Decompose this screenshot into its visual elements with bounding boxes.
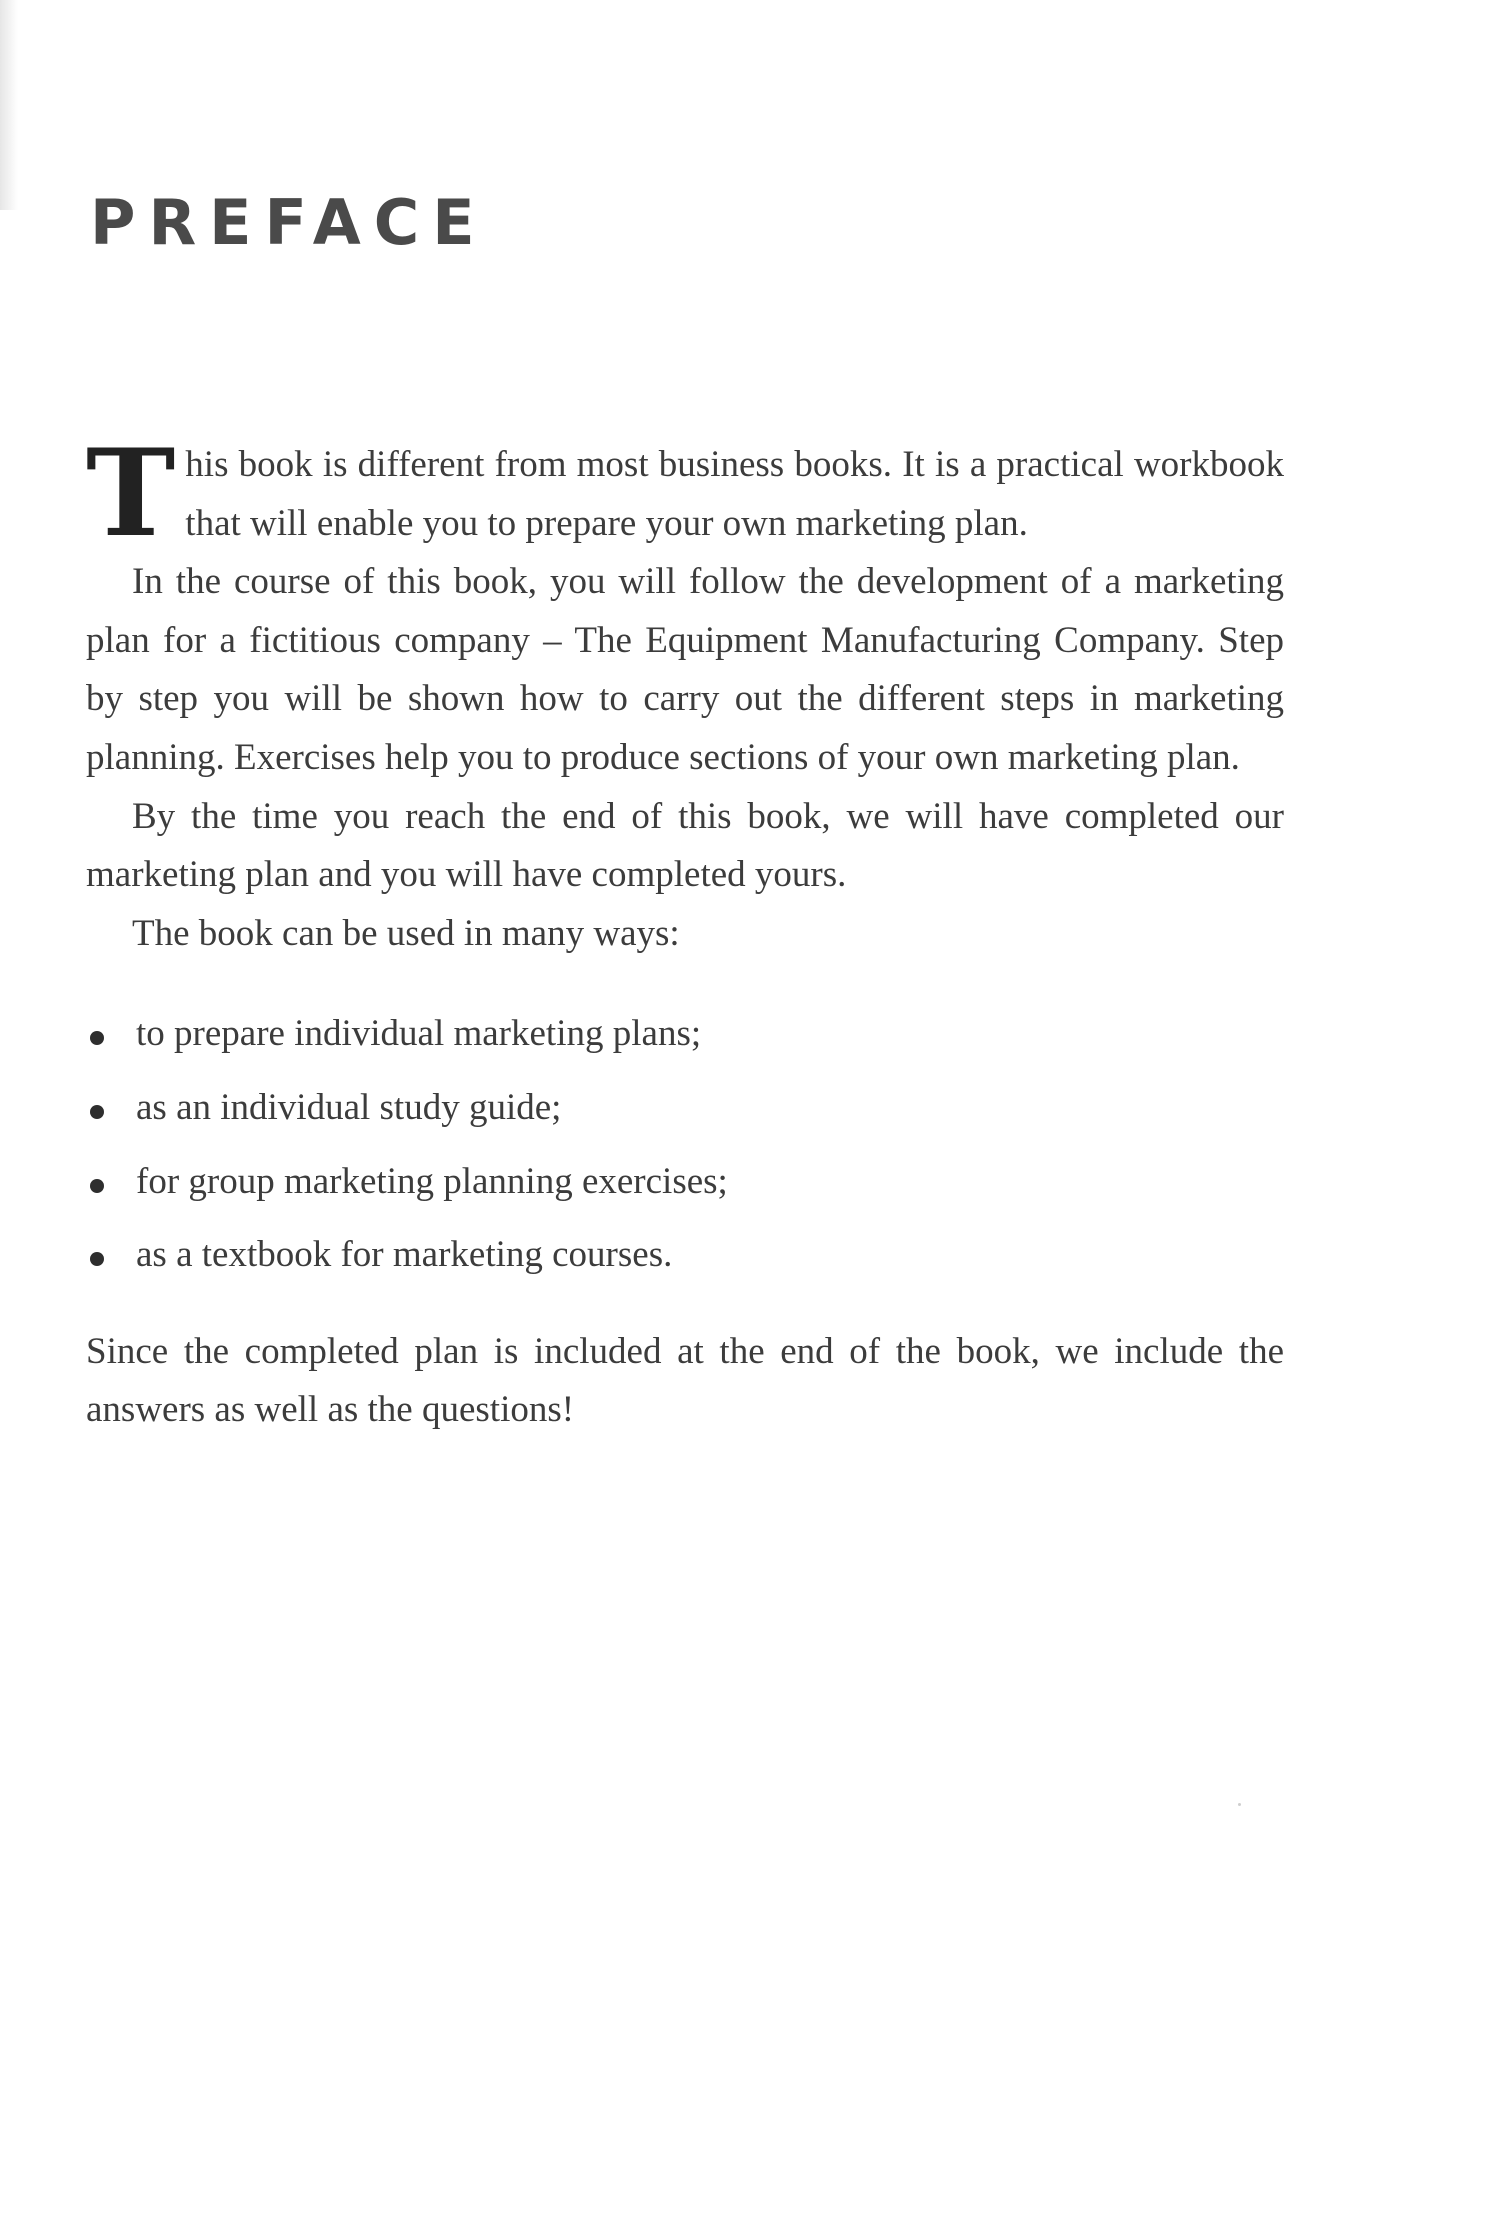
intro-paragraph <box>86 423 1284 564</box>
preface-body <box>86 423 1284 1440</box>
list-item-text: as an individual study guide; <box>136 1086 562 1128</box>
list-item-text: to prepare individual marketing plans; <box>136 1013 702 1055</box>
page-title: PREFACE <box>90 185 488 259</box>
list-item-text: for group marketing planning exercises; <box>136 1160 728 1202</box>
intro-text: his book is different from most business books. It is a practical workbook that will enable you to prepare your own marketing plan. <box>185 444 1284 544</box>
paragraph-usage-intro: The book can be used in many ways: <box>132 912 680 954</box>
list-item <box>86 1079 1284 1138</box>
usage-list <box>86 1005 1284 1284</box>
bullet-dot-icon <box>90 1031 104 1045</box>
list-item <box>86 1153 1284 1212</box>
list-item-text: as a textbook for marketing courses. <box>136 1234 673 1276</box>
closing-paragraph: Since the completed plan is included at the end of the book, we include the answers as well as the questions! <box>86 1330 1284 1431</box>
bullet-dot-icon <box>90 1179 104 1193</box>
page-edge-shadow <box>0 0 18 210</box>
bullet-dot-icon <box>90 1105 104 1119</box>
scan-speck <box>1238 1803 1241 1806</box>
paragraph-completion: By the time you reach the end of this book, we will have completed our marketing plan and you will have completed yours. <box>86 795 1284 896</box>
bullet-dot-icon <box>90 1252 104 1266</box>
list-item <box>86 1005 1284 1064</box>
drop-cap: T <box>86 423 176 564</box>
list-item <box>86 1226 1284 1285</box>
paragraph-development: In the course of this book, you will follow the development of a marketing plan for a fictitious company – The Equipment Manufacturing Company. Step by step you will be shown how to carry out the different steps in marketing planning. Exercises help you to produce sections of your own marketing plan. <box>86 561 1284 778</box>
